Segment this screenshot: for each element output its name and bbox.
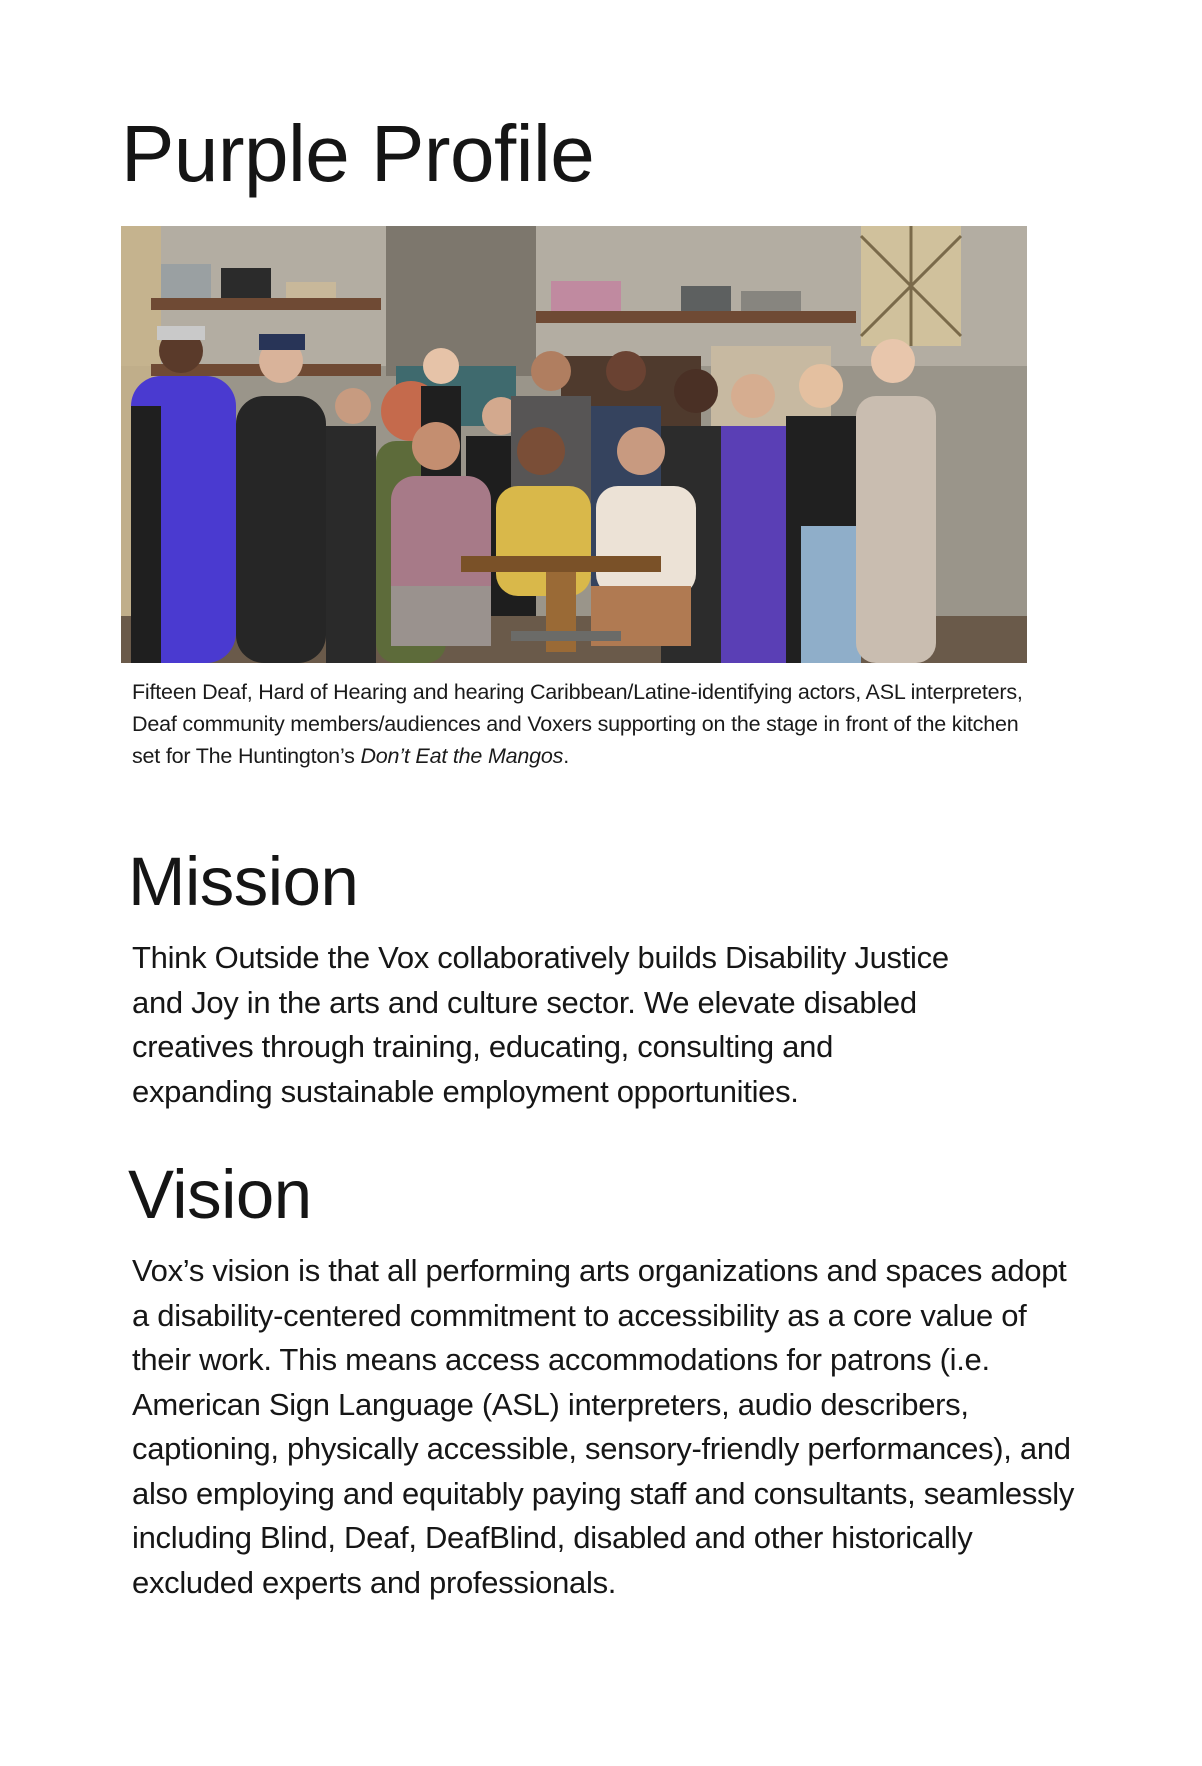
mission-heading: Mission: [128, 843, 359, 920]
vision-heading: Vision: [128, 1156, 312, 1233]
page-title: Purple Profile: [121, 109, 595, 198]
photo-caption: [132, 676, 1032, 772]
vision-body: Vox’s vision is that all performing arts organizations and spaces adopt a disability-centered commitment to accessibility as a core value of their work. This means access accommodations for patrons (i.e. American Sign Language (ASL) interpreters, audio describers, captioning, physically accessible, sensory-friendly performances), and also employing and equitably paying staff and consultants, seamlessly including Blind, Deaf, DeafBlind, disabled and other historically excluded experts and professionals.: [132, 1253, 1075, 1600]
group-photo-image: [121, 226, 1027, 663]
caption-text: Fifteen Deaf, Hard of Hearing and hearing Caribbean/Latine-identifying actors, ASL interpreters, Deaf community members/audiences and Voxers supporting on the stage in front of the kitchen set for The Huntington’s: [132, 680, 1023, 768]
caption-end: .: [563, 744, 570, 768]
mission-body: Think Outside the Vox collaboratively builds Disability Justice and Joy in the arts and culture sector. We elevate disabled creatives through training, educating, consulting and expanding sustainable employment opportunities.: [132, 940, 949, 1109]
group-photo: [121, 226, 1027, 663]
caption-show-title: Don’t Eat the Mangos: [360, 744, 564, 768]
